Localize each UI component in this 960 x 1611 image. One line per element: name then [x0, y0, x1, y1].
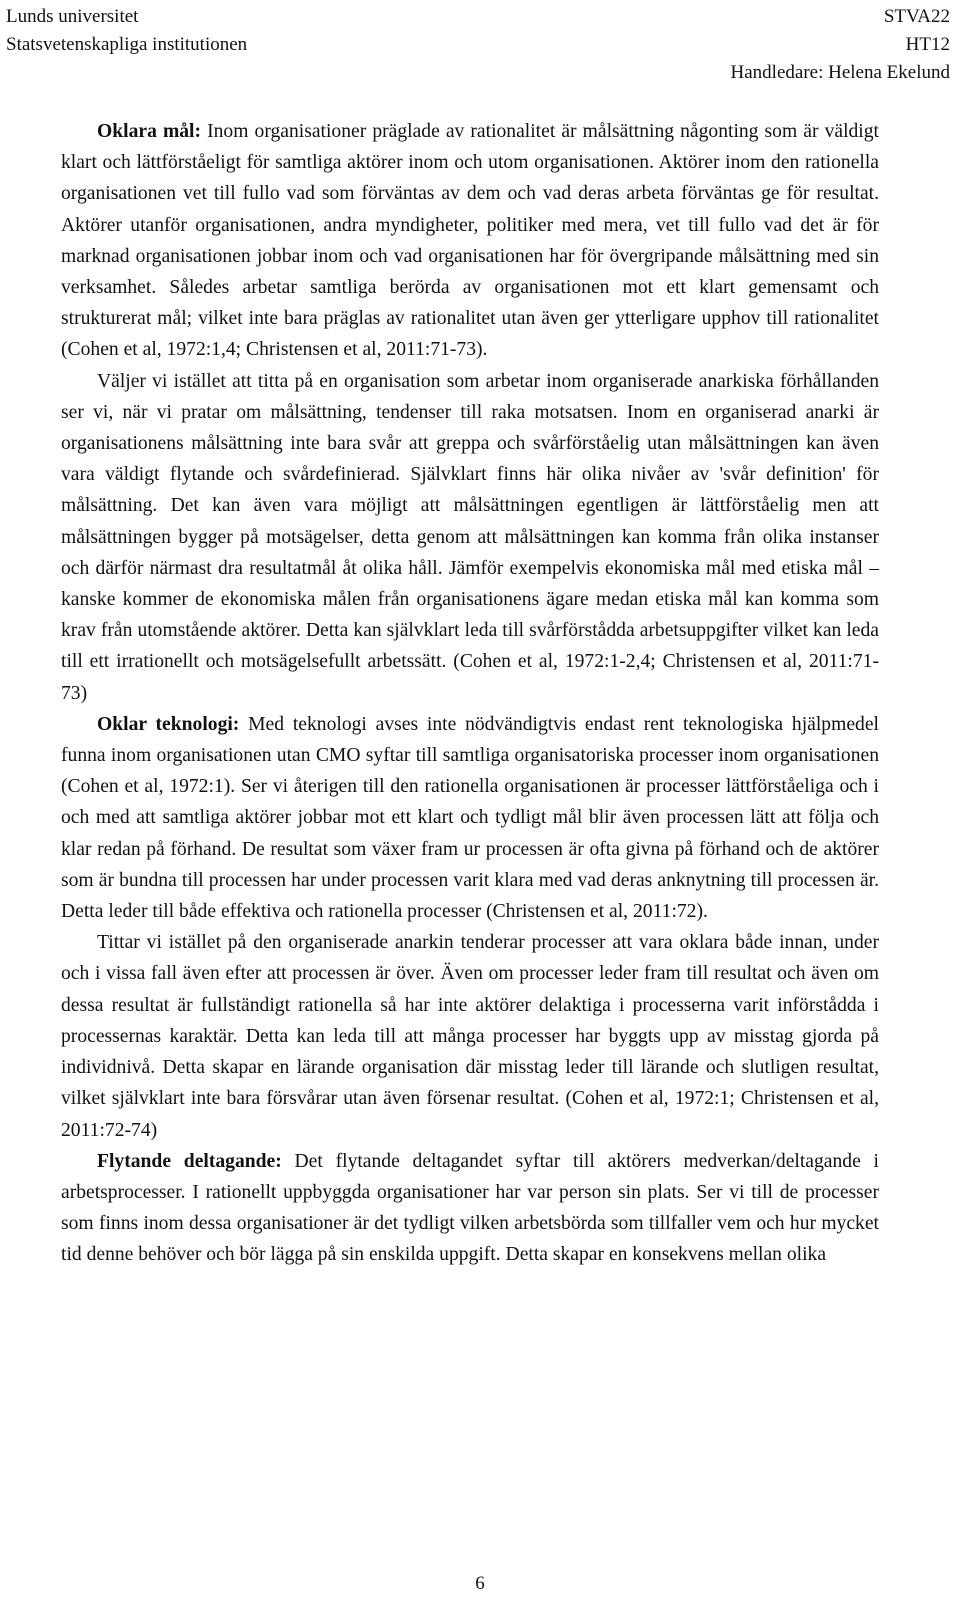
course-code: STVA22	[883, 6, 950, 27]
heading-flytande-deltagande: Flytande deltagande:	[97, 1150, 282, 1172]
paragraph-anarki-processer: Tittar vi istället på den organiserade anarkin tenderar processer att vara oklara både innan, under och i vissa fall även efter att processen är över. Även om processer leder fram till resultat och även om dessa resultat är fullständigt rationella så har inte aktörer delaktiga i processerna varit införstådda i processernas karaktär. Detta kan leda till att många processer har byggts upp av misstag gjorda på individnivå. Detta skapar en lärande organisation där misstag leder till lärande och slutligen resultat, vilket självklart inte bara försvårar utan även försenar resultat. (Cohen et al, 1972:1; Christensen et al, 2011:72-74)	[61, 932, 879, 1141]
heading-oklar-teknologi: Oklar teknologi:	[97, 713, 240, 735]
university-name: Lunds universitet	[6, 6, 139, 27]
page-number: 6	[475, 1573, 485, 1594]
supervisor: Handledare: Helena Ekelund	[730, 62, 950, 83]
heading-oklara-mal: Oklara mål:	[97, 121, 202, 142]
paragraph-text: Med teknologi avses inte nödvändigtvis endast rent teknologiska hjälpmedel funna inom organisationen utan CMO syftar till samtliga organisatoriska processer inom organisationen (Cohen et al, 1972:1). Ser vi återigen till den rationella organisationen är processer lättförståeliga och i och med att samtliga aktörer jobbar mot ett klart och tydligt mål blir även processen lätt att följa och klar redan på förhand. De resultat som växer fram ur processen är ofta givna på förhand och de aktörer som är bundna till processen har under processen varit klara med vad deras anknytning till processen är. Detta leder till både effektiva och rationella processer (Christensen et al, 2011:72).	[61, 713, 879, 923]
term: HT12	[905, 34, 950, 55]
page-header	[0, 0, 960, 92]
paragraph-anarki-malsattning: Väljer vi istället att titta på en organisation som arbetar inom organiserade anarkiska förhållanden ser vi, när vi pratar om målsättning, tendenser till raka motsatsen. Inom en organiserad anarki är organisationens målsättning inte bara svår att greppa och svårförståelig utan målsättningen kan även vara väldigt flytande och svårdefinierad. Självklart finns här olika nivåer av 'svår definition' för målsättning. Det kan även vara möjligt att målsättningen egentligen är lättförståelig men att målsättningen bygger på motsägelser, detta genom att målsättningen kan komma från olika instanser och därför närmast dra resultatmål åt olika håll. Jämför exempelvis ekonomiska mål med etiska mål – kanske kommer de ekonomiska målen från organisationens ägare medan etiska mål kan komma som krav från utomstående aktörer. Detta kan självklart leda till svårförstådda arbetsuppgifter vilket kan leda till ett irrationellt och motsägelsefullt arbetssätt. (Cohen et al, 1972:1-2,4; Christensen et al, 2011:71-73)	[61, 370, 879, 704]
department-name: Statsvetenskapliga institutionen	[6, 34, 248, 55]
document-body	[61, 116, 879, 1271]
paragraph-oklara-mal	[61, 116, 879, 366]
paragraph-text: Inom organisationer präglade av rationalitet är målsättning någonting som är väldigt klart och lättförståeligt för samtliga aktörer inom och utom organisationen. Aktörer inom den rationella organisationen vet till fullo vad som förväntas av dem och vad deras arbeta förväntas ge för resultat. Aktörer utanför organisationen, andra myndigheter, politiker med mera, vet till fullo vad det är för marknad organisationen jobbar inom och vad organisationen har för övergripande målsättning med sin verksamhet. Således arbetar samtliga berörda av organisationen mot ett klart gemensamt och strukturerat mål; vilket inte bara präglas av rationalitet utan även ger ytterligare upphov till rationalitet (Cohen et al, 1972:1,4; Christensen et al, 2011:71-73).	[61, 121, 879, 361]
paragraph-text: Det flytande deltagandet syftar till aktörers medverkan/deltagande i arbetsprocesser. I rationellt uppbyggda organisationer har var person sin plats. Ser vi till de processer som finns inom dessa organisationer är det tydligt vilken arbetsbörda som tillfaller vem och hur mycket tid denne behöver och bör lägga på sin enskilda uppgift. Detta skapar en konsekvens mellan olika	[61, 1150, 880, 1266]
paragraph-oklar-teknologi	[61, 709, 879, 927]
paragraph-flytande-deltagande	[61, 1146, 879, 1271]
